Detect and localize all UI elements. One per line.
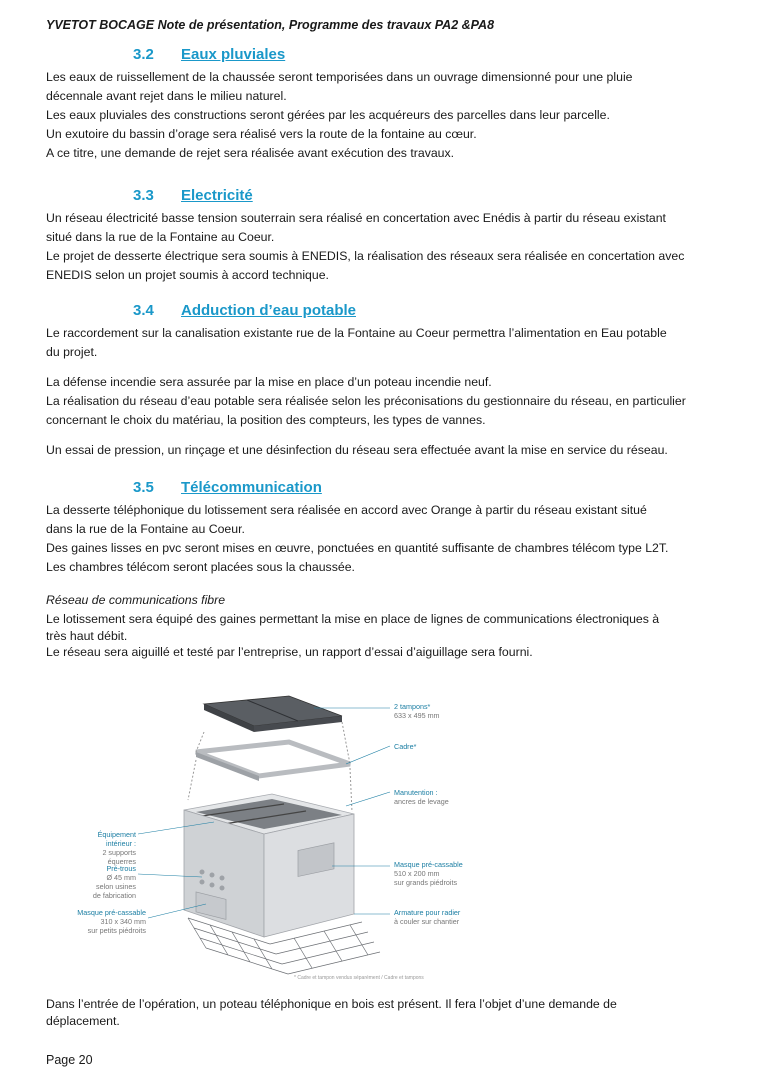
section-eaux-pluviales xyxy=(46,46,726,163)
callout-detail: sur petits piédroits xyxy=(87,926,146,935)
closing-paragraph xyxy=(46,996,726,1030)
subsection-title: Réseau de communications fibre xyxy=(46,593,226,607)
callout-detail: 2 supports équerres xyxy=(102,848,136,866)
paragraph-line: concernant le choix du matériau, la position des compteurs, les types de vannes. xyxy=(46,413,486,427)
paragraph-line: dans la rue de la Fontaine au Coeur. xyxy=(46,522,245,536)
section-number: 3.2 xyxy=(133,46,154,63)
paragraph-line: décennale avant rejet dans le milieu naturel. xyxy=(46,89,287,103)
page-header: YVETOT BOCAGE Note de présentation, Programme des travaux PA2 &PA8 xyxy=(46,18,495,32)
paragraph-line: Le lotissement sera équipé des gaines permettant la mise en place de lignes de communications électroniques à xyxy=(46,612,660,626)
section-heading xyxy=(133,46,726,66)
callout-label: Cadre* xyxy=(394,742,417,751)
section-number: 3.4 xyxy=(133,302,154,319)
callout-detail: de fabrication xyxy=(92,891,136,900)
callout-detail: Ø 45 mm xyxy=(106,873,136,882)
section-title: Eaux pluviales xyxy=(181,46,286,63)
paragraph-line: Un essai de pression, un rinçage et une désinfection du réseau sera effectuée avant la mise en service du réseau. xyxy=(46,443,668,457)
section-heading xyxy=(133,302,726,322)
paragraph-line: Un exutoire du bassin d’orage sera réalisé vers la route de la fontaine au cœur. xyxy=(46,127,477,141)
section-telecommunication xyxy=(46,479,726,662)
callout-pre-trous xyxy=(84,864,136,900)
page-number: Page 20 xyxy=(46,1053,93,1067)
callout-label: Manutention : xyxy=(394,788,438,797)
paragraph-line: déplacement. xyxy=(46,1014,120,1028)
callout-label: Masque pré-cassable xyxy=(77,908,146,917)
callout-masque-petit xyxy=(72,908,146,935)
section-heading xyxy=(133,187,726,207)
paragraph-line: Le raccordement sur la canalisation existante rue de la Fontaine au Coeur permettra l’alimentation en Eau potable xyxy=(46,326,667,340)
section-electricite xyxy=(46,187,726,285)
paragraph-line: La réalisation du réseau d’eau potable sera réalisée selon les préconisations du gestionnaire du réseau, en particulier xyxy=(46,394,686,408)
callout-label: Pré-trous xyxy=(106,864,136,873)
callout-manutention xyxy=(394,788,449,806)
paragraph-line: A ce titre, une demande de rejet sera réalisée avant exécution des travaux. xyxy=(46,146,455,160)
callout-label: Équipement intérieur : xyxy=(97,830,136,848)
section-adduction-eau xyxy=(46,302,726,460)
callout-detail: 510 x 200 mm xyxy=(394,869,440,878)
section-title: Adduction d’eau potable xyxy=(181,302,356,319)
callout-label: 2 tampons* xyxy=(394,702,431,711)
chamber-illustration xyxy=(84,682,464,987)
callout-masque-grand xyxy=(394,860,463,887)
paragraph-line: La défense incendie sera assurée par la mise en place d’un poteau incendie neuf. xyxy=(46,375,492,389)
paragraph-line: Les chambres télécom seront placées sous la chaussée. xyxy=(46,560,355,574)
paragraph-line: ENEDIS selon un projet soumis à accord technique. xyxy=(46,268,329,282)
section-number: 3.3 xyxy=(133,187,154,204)
callout-detail: selon usines xyxy=(96,882,136,891)
callout-label: Armature pour radier xyxy=(394,908,461,917)
section-title: Télécommunication xyxy=(181,479,322,496)
paragraph-line: situé dans la rue de la Fontaine au Coeur. xyxy=(46,230,275,244)
paragraph-line: Un réseau électricité basse tension souterrain sera réalisé en concertation avec Enédis à partir du réseau existant xyxy=(46,211,666,225)
callout-detail: 633 x 495 mm xyxy=(394,711,440,720)
callout-detail: 310 x 340 mm xyxy=(100,917,146,926)
paragraph-line: Le projet de desserte électrique sera soumis à ENEDIS, la réalisation des réseaux sera réalisée en concertation avec xyxy=(46,249,685,263)
callout-armature xyxy=(394,908,460,926)
paragraph-line: Les eaux de ruissellement de la chaussée seront temporisées dans un ouvrage dimensionné pour une pluie xyxy=(46,70,633,84)
paragraph-line: Dans l’entrée de l’opération, un poteau téléphonique en bois est présent. Il fera l’objet d’une demande de xyxy=(46,997,617,1011)
callout-equipement xyxy=(74,830,136,866)
paragraph-line: Des gaines lisses en pvc seront mises en œuvre, ponctuées en quantité suffisante de chambres télécom type L2T. xyxy=(46,541,669,555)
paragraph-line: très haut débit. xyxy=(46,629,128,643)
section-title: Electricité xyxy=(181,187,253,204)
paragraph-line: Le réseau sera aiguillé et testé par l’entreprise, un rapport d’essai d’aiguillage sera fourni. xyxy=(46,645,533,659)
section-heading xyxy=(133,479,726,499)
figure-footnote: * Cadre et tampon vendus séparément / Cadre et tampons xyxy=(294,975,424,981)
callout-cadre xyxy=(394,742,416,751)
callout-tampons xyxy=(394,702,440,720)
paragraph-line: Les eaux pluviales des constructions seront gérées par les acquéreurs des parcelles dans leur parcelle. xyxy=(46,108,610,122)
callout-detail: ancres de levage xyxy=(394,797,449,806)
callout-detail: à couler sur chantier xyxy=(394,917,460,926)
paragraph-line: du projet. xyxy=(46,345,98,359)
section-number: 3.5 xyxy=(133,479,154,496)
paragraph-line: La desserte téléphonique du lotissement sera réalisée en accord avec Orange à partir du réseau existant situé xyxy=(46,503,647,517)
telecom-chamber-figure xyxy=(77,682,464,987)
callout-label: Masque pré-cassable xyxy=(394,860,463,869)
callout-detail: sur grands piédroits xyxy=(394,878,458,887)
